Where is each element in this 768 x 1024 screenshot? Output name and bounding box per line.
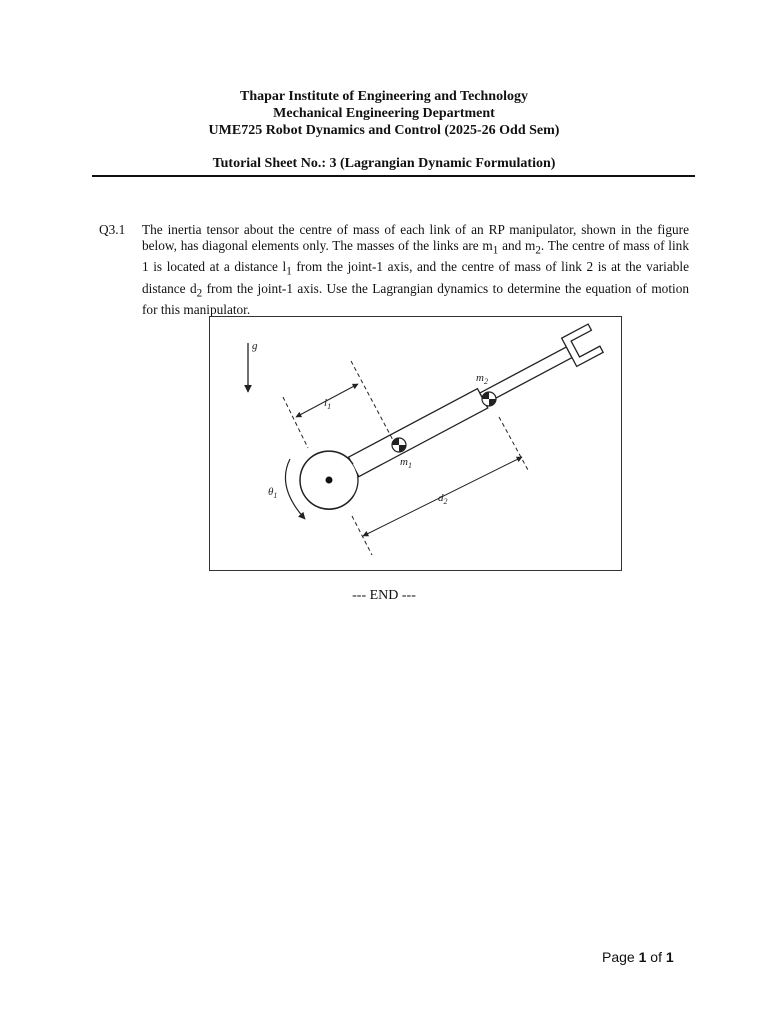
com-symbol-link2: [482, 392, 496, 406]
manipulator-figure: [209, 316, 622, 571]
m1-label: $m_1$: [400, 456, 412, 470]
link1-arm: [349, 389, 488, 477]
l1-extension-left: [283, 397, 308, 448]
gravity-label: g: [252, 340, 258, 352]
page-number: Page 1 of 1: [602, 949, 674, 965]
header-divider: [92, 175, 695, 177]
m2-label: $m_2$: [476, 372, 488, 386]
department-name: Mechanical Engineering Department: [273, 106, 495, 121]
sheet-title: Tutorial Sheet No.: 3 (Lagrangian Dynamic Formulation): [212, 156, 556, 171]
rp-manipulator-diagram: [210, 317, 623, 572]
institute-name: Thapar Institute of Engineering and Technology: [240, 89, 528, 104]
course-title: UME725 Robot Dynamics and Control (2025-26 Odd Sem): [208, 123, 560, 138]
l1-extension-right: [351, 361, 394, 442]
d2-extension-right: [499, 417, 528, 470]
end-marker: --- END ---: [352, 588, 416, 603]
com-symbol-link1: [392, 438, 406, 452]
d2-extension-left: [352, 516, 372, 555]
d2-label: $d_2$: [438, 492, 448, 506]
l1-label: $l_1$: [324, 397, 332, 411]
question-number: Q3.1: [99, 222, 126, 237]
question-text: The inertia tensor about the centre of mass of each link of an RP manipulator, shown in the figure below, has diagonal elements only. The masses of the links are $m_1$ and $m_2$. The centre of mass of link 1 is located at a distance $l_1$ from the joint-1 axis, and the centre of mass of link 2 is at the variable distance $d_2$ from the joint-1 axis. Use the Lagrangian dynamics to determine the equation of motion for this manipulator.: [142, 222, 690, 318]
theta1-label: $\theta_1$: [268, 486, 278, 500]
